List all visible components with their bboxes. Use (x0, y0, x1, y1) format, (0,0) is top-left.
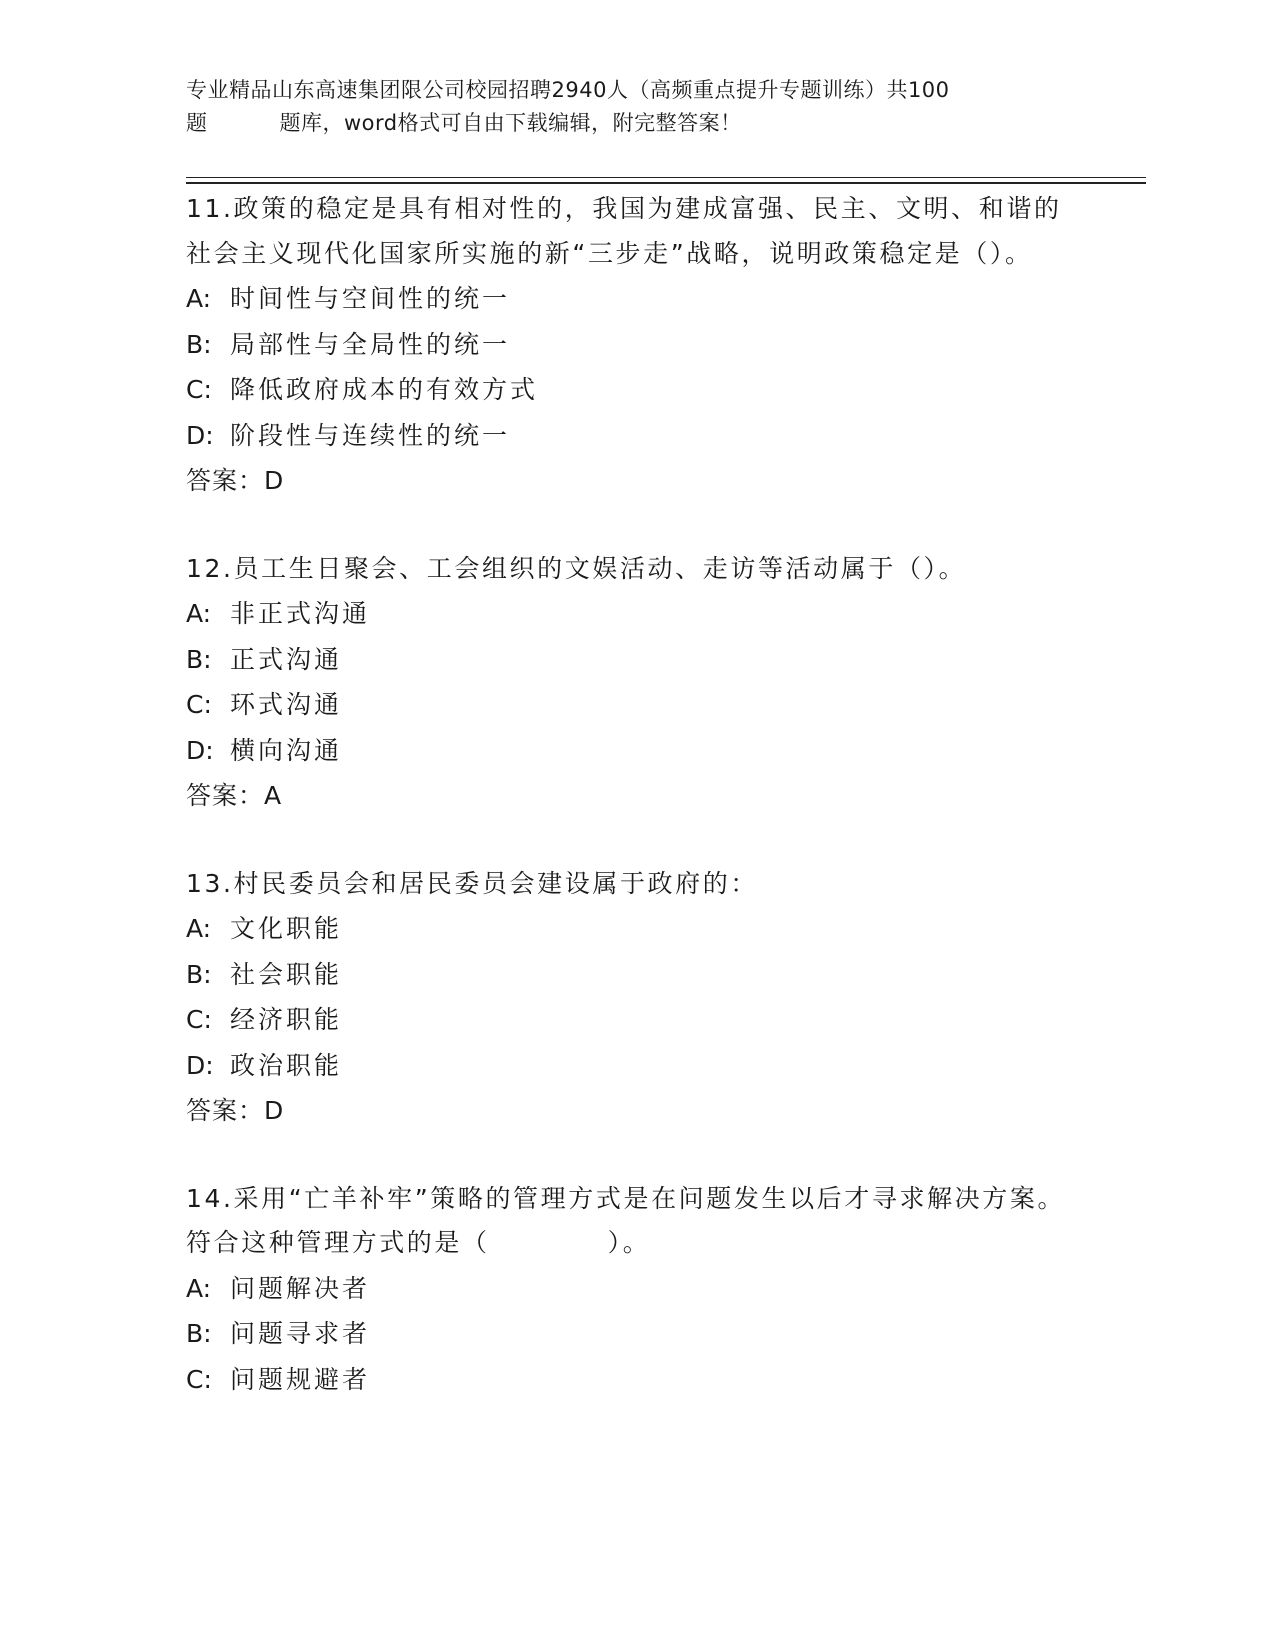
question-stem: 11.政策的稳定是具有相对性的，我国为建成富强、民主、文明、和谐的社会主义现代化国家所实施的新“三步走”战略，说明政策稳定是（）。 (186, 194, 1062, 268)
option-letter: B: (186, 644, 212, 674)
question-11 (186, 187, 1146, 504)
option-text: 问题解决者 (230, 1273, 371, 1303)
question-stem: 13.村民委员会和居民委员会建设属于政府的： (186, 868, 758, 898)
document-header (186, 74, 1076, 140)
option-b (186, 952, 1146, 998)
option-c (186, 367, 1146, 413)
option-letter: C: (186, 1005, 212, 1034)
option-b (186, 322, 1146, 368)
option-letter: D: (186, 420, 214, 450)
option-a (186, 906, 1146, 952)
option-letter: A: (186, 1273, 212, 1303)
question-stem (186, 1177, 1066, 1266)
header-divider-thin (186, 177, 1146, 178)
option-text: 经济职能 (230, 1005, 343, 1034)
option-text: 文化职能 (230, 914, 343, 943)
question-13 (186, 862, 1146, 1134)
option-c (186, 997, 1146, 1043)
option-d (186, 728, 1146, 774)
question-list (186, 187, 1146, 1402)
option-text: 社会职能 (230, 959, 343, 989)
answer-line: 答案：D (186, 1096, 285, 1125)
option-a (186, 591, 1146, 637)
option-letter: B: (186, 1319, 212, 1348)
option-text: 非正式沟通 (230, 599, 371, 628)
option-letter: C: (186, 690, 212, 719)
option-b (186, 637, 1146, 683)
option-letter: B: (186, 329, 212, 359)
option-d (186, 413, 1146, 459)
option-c (186, 682, 1146, 728)
question-stem: 12.员工生日聚会、工会组织的文娱活动、走访等活动属于（）。 (186, 553, 967, 583)
question-12 (186, 547, 1146, 819)
option-letter: D: (186, 735, 214, 765)
option-text: 降低政府成本的有效方式 (230, 375, 539, 404)
option-b (186, 1311, 1146, 1357)
option-text: 横向沟通 (230, 735, 343, 765)
option-c (186, 1357, 1146, 1403)
header-title-line-2-left: 题 (186, 111, 208, 135)
option-text: 问题规避者 (230, 1364, 371, 1394)
option-letter: B: (186, 959, 212, 989)
option-letter: A: (186, 599, 212, 628)
header-title-line-2 (186, 107, 1076, 140)
option-text: 正式沟通 (230, 644, 343, 674)
option-letter: A: (186, 914, 212, 943)
header-divider-thick (186, 182, 1146, 184)
option-letter: C: (186, 375, 212, 404)
question-14 (186, 1177, 1146, 1403)
header-title-line-1: 专业精品山东高速集团限公司校园招聘2940人（高频重点提升专题训练）共100 (186, 78, 950, 102)
question-stem-part-1: 14.采用“亡羊补牢”策略的管理方式是在问题发生以后才寻求解决方案。符合这种管理方式的是（ (186, 1183, 1066, 1257)
option-text: 政治职能 (230, 1050, 343, 1080)
option-d (186, 1043, 1146, 1089)
option-letter: A: (186, 284, 212, 313)
question-stem-part-2: ）。 (607, 1228, 651, 1257)
option-text: 局部性与全局性的统一 (230, 329, 511, 359)
answer-line: 答案：D (186, 466, 285, 495)
option-text: 环式沟通 (230, 690, 343, 719)
option-letter: C: (186, 1364, 212, 1394)
option-text: 阶段性与连续性的统一 (230, 420, 511, 450)
option-letter: D: (186, 1050, 214, 1080)
header-title-line-2-right: 题库，word格式可自由下载编辑，附完整答案！ (279, 111, 742, 135)
option-text: 问题寻求者 (230, 1319, 371, 1348)
option-text: 时间性与空间性的统一 (230, 284, 511, 313)
option-a (186, 1266, 1146, 1312)
answer-line: 答案：A (186, 781, 283, 810)
option-a (186, 276, 1146, 322)
